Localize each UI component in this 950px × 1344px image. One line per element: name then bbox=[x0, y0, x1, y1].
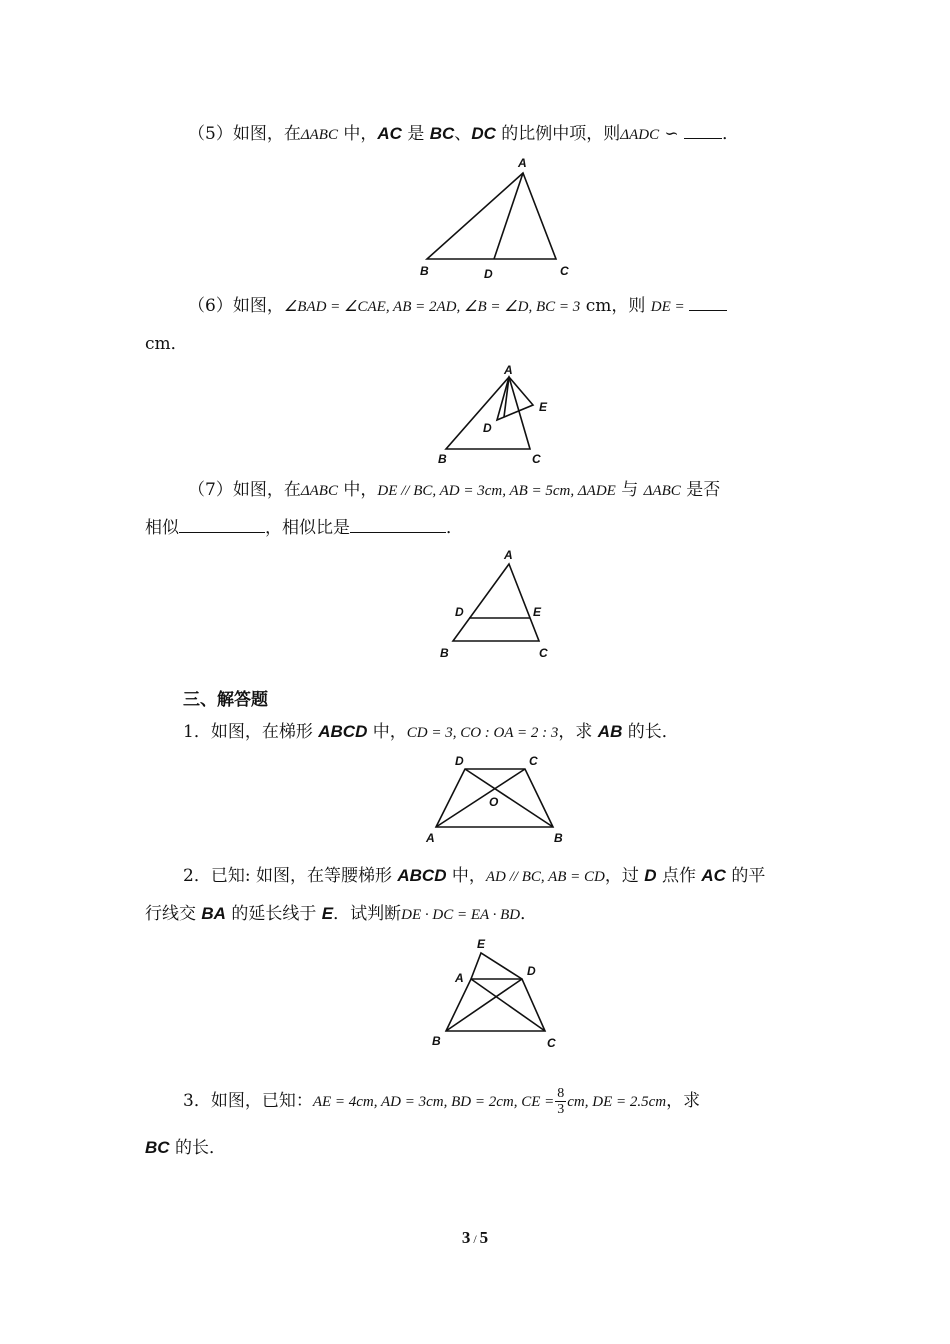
label-d: D bbox=[455, 754, 464, 768]
label-c: C bbox=[547, 1036, 556, 1050]
fraction: $\frac{8}{3}$ bbox=[557, 1086, 565, 1117]
label-e: E bbox=[539, 400, 548, 414]
problem-2-line: 2．已知: 如图，在等腰梯形 ABCD 中，AD // BC, AB = CD，过 D 点作 AC 的平 bbox=[183, 866, 766, 886]
label-b: B bbox=[438, 452, 447, 466]
label-e: E bbox=[477, 937, 486, 951]
label-e: E bbox=[533, 605, 542, 619]
label-c: C bbox=[539, 646, 548, 660]
label-c: C bbox=[532, 452, 541, 466]
label-a: A bbox=[518, 156, 527, 170]
label-b: B bbox=[440, 646, 449, 660]
problem-3-line: 3．如图，已知：AE = 4cm, AD = 3cm, BD = 2cm, CE = $\frac{8}{3}$ cm, DE = 2.5cm，求 bbox=[183, 1086, 701, 1117]
label-a: A bbox=[455, 971, 464, 985]
diagonal-bd bbox=[446, 979, 522, 1031]
section-title: 三、解答题 bbox=[183, 690, 268, 710]
label-b: B bbox=[554, 831, 563, 845]
q7-line: （7）如图，在ΔABC 中，DE // BC, AD = 3cm, AB = 5cm, ΔADE 与 ΔABC 是否 bbox=[188, 480, 721, 500]
problem-1-line: 1．如图，在梯形 ABCD 中，CD = 3, CO : OA = 2 : 3，求 AB 的长． bbox=[183, 722, 679, 742]
label-b: B bbox=[420, 264, 429, 278]
label-d: D bbox=[484, 267, 493, 281]
label-a: A bbox=[504, 363, 513, 377]
label-c: C bbox=[529, 754, 538, 768]
page-number: 3 / 5 bbox=[461, 1228, 489, 1247]
problem-3-line2: BC 的长． bbox=[145, 1138, 226, 1158]
problem-2-line2: 行线交 BA 的延长线于 E．试判断DE · DC = EA · BD． bbox=[145, 904, 538, 924]
segment-e-a-d bbox=[471, 953, 522, 979]
label-c: C bbox=[560, 264, 569, 278]
q7-line2: 相似 ，相似比是 ． bbox=[145, 518, 463, 538]
label-d: D bbox=[527, 964, 536, 978]
label-b: B bbox=[432, 1034, 441, 1048]
label-a: A bbox=[426, 831, 435, 845]
q5-line: （5）如图，在ΔABC 中，AC 是 BC、DC 的比例中项，则ΔADC ∽ ． bbox=[188, 124, 740, 144]
label-d: D bbox=[483, 421, 492, 435]
trapezoid-abcd bbox=[446, 979, 545, 1031]
q6-line2: cm． bbox=[145, 334, 188, 354]
label-o: O bbox=[489, 795, 499, 809]
q6-line: （6）如图，∠BAD = ∠CAE, AB = 2AD, ∠B = ∠D, BC = 3 cm，则 DE = bbox=[188, 295, 727, 318]
label-a: A bbox=[504, 548, 513, 562]
label-d: D bbox=[455, 605, 464, 619]
